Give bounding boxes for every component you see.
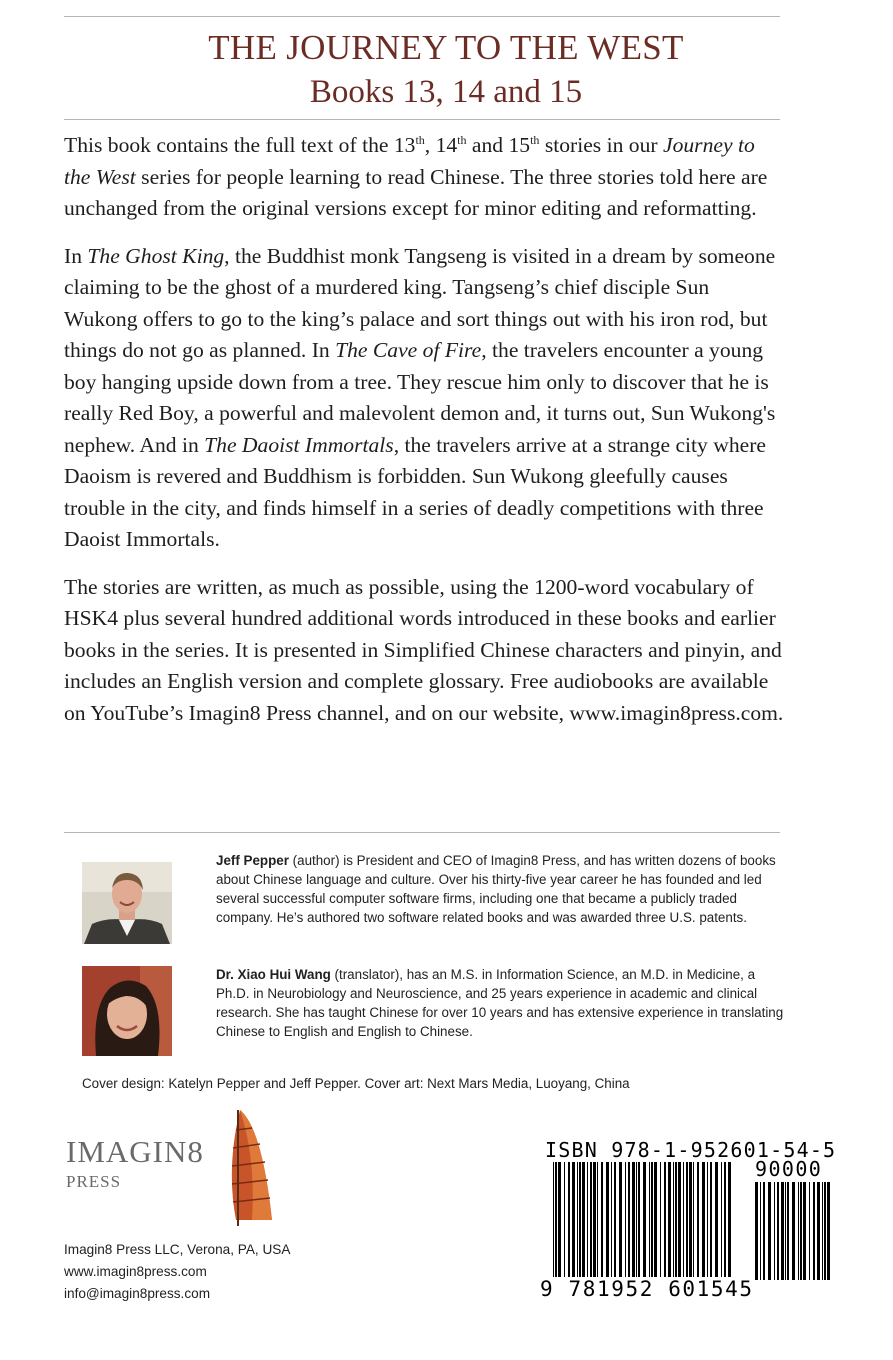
barcode-bar: [768, 1182, 771, 1280]
barcode-bar: [710, 1162, 712, 1278]
barcode-bar: [781, 1182, 784, 1280]
barcode-bar: [798, 1182, 799, 1280]
barcode-bar: [593, 1162, 596, 1278]
author-photo-jeff-pepper: [82, 862, 172, 944]
book-subtitle: Books 13, 14 and 15: [309, 74, 583, 110]
barcode-bar: [792, 1182, 795, 1280]
author-photo-xiao-hui-wang: [82, 966, 172, 1056]
barcode-bar: [664, 1162, 666, 1278]
barcode-bar: [689, 1162, 692, 1278]
barcode-bar: [619, 1162, 622, 1278]
publisher-email[interactable]: info@imagin8press.com: [64, 1286, 211, 1301]
barcode-bar: [824, 1182, 826, 1280]
top-divider: [64, 16, 780, 17]
barcode-bar: [654, 1162, 657, 1278]
barcode-bar: [632, 1162, 635, 1278]
description-paragraph-2: In The Ghost King, the Buddhist monk Tangseng is visited in a dream by someone claiming to be the ghost of a murdered king. Tangseng’s chief disciple Sun Wukong offers to go to the king’s palace and sort things out with his iron rod, but things do not go as planned. In The Cave of Fire, the travelers encounter a young boy hanging upside down from a tree. They rescue him only to discover that he is really Red Boy, a powerful and malevolent demon and, it turns out, Sun Wukong's nephew. And in The Daoist Immortals, the travelers arrive at a strange city where Daoism is revered and Buddhism is forbidden. Sun Wukong gleefully causes trouble in the city, and finds himself in a series of deadly competitions with three Daoist Immortals.: [64, 243, 776, 551]
barcode-bar: [553, 1162, 554, 1292]
barcode-bar: [715, 1162, 718, 1278]
barcode-bar: [673, 1162, 674, 1278]
description-paragraph-1: This book contains the full text of the 13th, 14th and 15th stories in our Journey to the West series for people learning to read Chinese. The three stories told here are unchanged from the original versions except for minor editing and reformatting.: [64, 132, 768, 220]
barcode-bar: [822, 1182, 823, 1280]
book-title: THE JOURNEY TO THE WEST: [208, 28, 684, 67]
barcode-bar: [721, 1162, 722, 1278]
barcode-bar: [787, 1182, 789, 1280]
author-divider: [64, 832, 780, 833]
barcode-bar: [707, 1162, 708, 1278]
barcode-bar: [724, 1162, 726, 1278]
barcode-bar: [601, 1162, 603, 1278]
barcode-bar: [625, 1162, 626, 1278]
isbn-digits: 9 781952 601545: [540, 1277, 754, 1301]
barcode-bar: [675, 1162, 677, 1278]
barcode-bar: [760, 1182, 761, 1280]
barcode-bar: [785, 1182, 786, 1280]
barcode-bar: [579, 1162, 581, 1278]
barcode-bar: [683, 1162, 684, 1278]
author-bio-jeff-pepper: Jeff Pepper (author) is President and CEO of Imagin8 Press, and has written dozens of books about Chinese language and culture. Over his thirty-five year career he has founded and led several successful computer software firms, including one that became a publicly traded company. He’s authored two software related books and was awarded three U.S. patents.: [216, 853, 776, 925]
isbn-barcode: [553, 1162, 733, 1292]
barcode-bar: [590, 1162, 592, 1278]
publisher-website[interactable]: www.imagin8press.com: [64, 1264, 207, 1279]
barcode-bar: [582, 1162, 585, 1278]
barcode-bar: [558, 1162, 561, 1278]
barcode-bar: [813, 1182, 815, 1280]
barcode-bar: [649, 1162, 650, 1292]
barcode-bar: [777, 1182, 779, 1280]
author-bio-xiao-hui-wang: Dr. Xiao Hui Wang (translator), has an M.S. in Information Science, an M.D. in Medicine, a Ph.D. in Neurobiology and Neuroscience, and 25 years experience in academic and clinical research. She has taught Chinese for over 10 years and has extensive experience in translating Chinese to English and English to Chinese.: [216, 967, 784, 1039]
barcode-bar: [668, 1162, 671, 1278]
barcode-bar: [660, 1162, 661, 1278]
barcode-bar: [587, 1162, 588, 1278]
publisher-logo-name: IMAGIN8: [66, 1134, 204, 1169]
barcode-bar: [693, 1162, 694, 1278]
barcode-bar: [572, 1162, 575, 1278]
barcode-bar: [803, 1182, 806, 1280]
isbn-label: ISBN 978-1-952601-54-5: [545, 1138, 837, 1162]
price-code: 90000: [755, 1157, 823, 1181]
barcode-bar: [755, 1182, 758, 1280]
barcode-bar: [606, 1162, 609, 1278]
barcode-bar: [614, 1162, 616, 1278]
barcode-bar: [763, 1182, 765, 1280]
barcode-bar: [817, 1182, 820, 1280]
barcode-bar: [651, 1162, 653, 1292]
junk-sail-icon: [222, 1108, 274, 1228]
barcode-bar: [697, 1162, 699, 1278]
barcode-bar: [702, 1162, 705, 1278]
barcode-bar: [678, 1162, 681, 1278]
barcode-bar: [638, 1162, 640, 1278]
barcode-bar: [597, 1162, 598, 1278]
barcode-bar: [577, 1162, 578, 1278]
description: [64, 130, 784, 729]
barcode-bar: [564, 1162, 565, 1278]
barcode-bar: [827, 1182, 830, 1280]
publisher-logo-sub: PRESS: [66, 1172, 122, 1191]
barcode-bar: [628, 1162, 630, 1278]
barcode-bar: [686, 1162, 688, 1278]
price-barcode: [755, 1182, 830, 1294]
title-divider: [64, 119, 780, 120]
barcode-bar: [611, 1162, 612, 1278]
barcode-bar: [774, 1182, 775, 1280]
description-paragraph-3: The stories are written, as much as possible, using the 1200-word vocabulary of HSK4 plus several hundred additional words introduced in these books and earlier books in the series. It is presented in Simplified Chinese characters and pinyin, and includes an English version and complete glossary. Free audiobooks are available on YouTube’s Imagin8 Press channel, and on our website, www.imagin8press.com.: [64, 574, 784, 725]
barcode-bar: [728, 1162, 731, 1278]
barcode-bar: [555, 1162, 557, 1292]
barcode-bar: [643, 1162, 646, 1278]
barcode-bar: [636, 1162, 637, 1278]
publisher-address: Imagin8 Press LLC, Verona, PA, USA: [64, 1242, 291, 1257]
cover-credit: Cover design: Katelyn Pepper and Jeff Pepper. Cover art: Next Mars Media, Luoyang, China: [82, 1076, 630, 1091]
barcode-bar: [809, 1182, 810, 1280]
barcode-bar: [800, 1182, 802, 1280]
barcode-bar: [568, 1162, 570, 1278]
